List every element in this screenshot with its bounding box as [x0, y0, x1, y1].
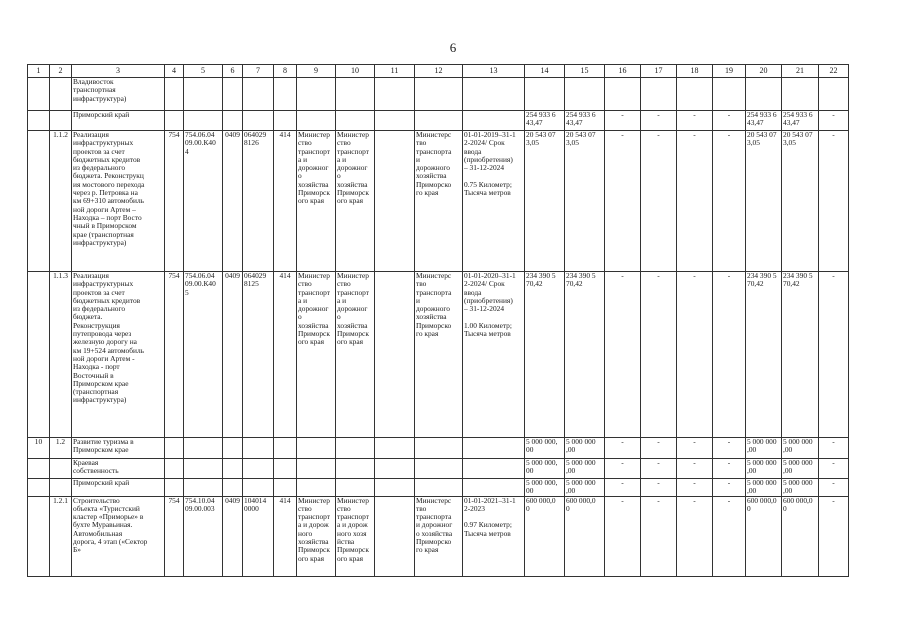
col-header: 16: [605, 65, 641, 78]
col-header: 21: [782, 65, 819, 78]
col-header: 11: [375, 65, 415, 78]
table-cell-col-22: -: [819, 438, 849, 459]
table-cell-col-1: [28, 496, 50, 576]
table-cell-col-16: -: [605, 459, 641, 479]
table-cell-col-4: 754: [165, 131, 184, 272]
table-cell-col-9: [297, 111, 336, 131]
table-cell-col-3: Строительство объекта «Туристский кластер «Приморье» в бухте Муравьиная. Автомобильная дорога, 4 этап («Сектор Б»: [72, 496, 165, 576]
table-cell-col-15: 600 000,0 0: [565, 496, 605, 576]
table-cell-col-22: -: [819, 131, 849, 272]
table-cell-col-20: 600 000,0 0: [746, 496, 782, 576]
table-cell-col-5: 754.06.04 09.00.К40 4: [184, 131, 223, 272]
table-cell-col-13: [463, 459, 525, 479]
table-cell-col-20: [746, 78, 782, 111]
table-cell-col-9: [297, 78, 336, 111]
table-cell-col-10: [336, 111, 375, 131]
table-cell-col-19: [713, 78, 746, 111]
table-cell-col-5: [184, 111, 223, 131]
table-cell-col-6: [223, 78, 243, 111]
table-cell-col-19: -: [713, 496, 746, 576]
table-cell-col-7: [243, 479, 274, 497]
table-cell-col-11: [375, 78, 415, 111]
table-cell-col-20: 5 000 000 ,00: [746, 438, 782, 459]
table-cell-col-12: [415, 479, 463, 497]
table-row: [28, 78, 849, 111]
table-cell-col-20: 254 933 6 43,47: [746, 111, 782, 131]
table-cell-col-6: [223, 479, 243, 497]
table-cell-col-6: [223, 459, 243, 479]
table-cell-col-12: Министерс тво транспорта и дорожног о хозяйства Приморско го края: [415, 496, 463, 576]
col-header: 7: [243, 65, 274, 78]
table-cell-col-12: [415, 438, 463, 459]
table-cell-col-12: Министерс тво транспорта и дорожного хозяйства Приморско го края: [415, 272, 463, 438]
table-cell-col-18: -: [677, 111, 713, 131]
table-cell-col-19: -: [713, 272, 746, 438]
table-cell-col-19: -: [713, 131, 746, 272]
table-cell-col-14: 5 000 000, 00: [525, 459, 565, 479]
table-cell-col-3: Краевая собственность: [72, 459, 165, 479]
col-header: 20: [746, 65, 782, 78]
table-cell-col-6: 0409: [223, 272, 243, 438]
table-cell-col-1: [28, 459, 50, 479]
table-cell-col-10: [336, 459, 375, 479]
table-cell-col-13: [463, 111, 525, 131]
table-cell-col-5: [184, 438, 223, 459]
table-cell-col-10: [336, 438, 375, 459]
table-row: [28, 111, 849, 131]
table-cell-col-22: -: [819, 496, 849, 576]
table-cell-col-15: 5 000 000 ,00: [565, 459, 605, 479]
table-cell-col-15: 254 933 6 43,47: [565, 111, 605, 131]
table-cell-col-6: [223, 438, 243, 459]
table-cell-col-8: [274, 479, 297, 497]
col-header: 8: [274, 65, 297, 78]
col-header: 19: [713, 65, 746, 78]
table-cell-col-20: 234 390 5 70,42: [746, 272, 782, 438]
table-cell-col-16: -: [605, 496, 641, 576]
table-cell-col-10: Министер ство транспорт а и дорожног о хозяйства Приморск ого края: [336, 131, 375, 272]
table-cell-col-20: 5 000 000 ,00: [746, 459, 782, 479]
table-cell-col-9: [297, 479, 336, 497]
table-cell-col-22: -: [819, 459, 849, 479]
table-cell-col-21: 5 000 000 ,00: [782, 438, 819, 459]
table-cell-col-2: 1.1.2: [50, 131, 72, 272]
table-row: [28, 459, 849, 479]
table-cell-col-9: Министер ство транспорт а и дорож ного хозяйства Приморск ого края: [297, 496, 336, 576]
table-cell-col-11: [375, 131, 415, 272]
table-cell-col-2: 1.2: [50, 438, 72, 459]
table-cell-col-7: [243, 438, 274, 459]
table-cell-col-5: [184, 459, 223, 479]
table-cell-col-14: 234 390 5 70,42: [525, 272, 565, 438]
table-cell-col-3: Реализация инфраструктурных проектов за счет бюджетных кредитов из федерального бюджета. Реконструкция путепровода через железную дорогу на км 19+524 автомобиль ной дороги Артем - Находка - порт Восточный в Приморском крае (транспортная инфраструктура): [72, 272, 165, 438]
table-cell-col-16: -: [605, 438, 641, 459]
col-header: 14: [525, 65, 565, 78]
table-cell-col-3: Развитие туризма в Приморском крае: [72, 438, 165, 459]
column-number-row: [28, 65, 849, 78]
table-cell-col-15: [565, 78, 605, 111]
table-cell-col-6: [223, 111, 243, 131]
table-cell-col-3: Приморский край: [72, 111, 165, 131]
table-cell-col-21: 600 000,0 0: [782, 496, 819, 576]
table-cell-col-10: [336, 78, 375, 111]
col-header: 22: [819, 65, 849, 78]
table-cell-col-8: 414: [274, 496, 297, 576]
table-cell-col-12: [415, 459, 463, 479]
table-cell-col-22: -: [819, 479, 849, 497]
table-cell-col-11: [375, 438, 415, 459]
table-cell-col-9: [297, 459, 336, 479]
table-cell-col-13: 01-01-2021–31-1 2-2023 0.97 Километр; Тысяча метров: [463, 496, 525, 576]
table-cell-col-21: 234 390 5 70,42: [782, 272, 819, 438]
table-cell-col-2: [50, 78, 72, 111]
table-cell-col-11: [375, 272, 415, 438]
table-cell-col-4: [165, 78, 184, 111]
table-cell-col-13: 01-01-2020–31-1 2-2024/ Срок ввода (приобретения) – 31-12-2024 1.00 Километр; Тысяча метров: [463, 272, 525, 438]
table-cell-col-21: 254 933 6 43,47: [782, 111, 819, 131]
table-cell-col-8: 414: [274, 272, 297, 438]
table-cell-col-20: 5 000 000 ,00: [746, 479, 782, 497]
table-cell-col-12: [415, 78, 463, 111]
table-cell-col-17: -: [641, 131, 677, 272]
table-cell-col-16: -: [605, 111, 641, 131]
table-cell-col-22: -: [819, 111, 849, 131]
table-cell-col-18: -: [677, 131, 713, 272]
table-cell-col-7: [243, 111, 274, 131]
table-cell-col-1: [28, 111, 50, 131]
table-cell-col-1: [28, 479, 50, 497]
table-cell-col-5: [184, 479, 223, 497]
table-cell-col-14: 600 000,0 0: [525, 496, 565, 576]
table-cell-col-4: [165, 459, 184, 479]
table-cell-col-6: 0409: [223, 131, 243, 272]
table-row: [28, 131, 849, 272]
table-cell-col-5: 754.06.04 09.00.К40 5: [184, 272, 223, 438]
table-cell-col-11: [375, 479, 415, 497]
col-header: 18: [677, 65, 713, 78]
page-number: 6: [449, 40, 457, 55]
col-header: 15: [565, 65, 605, 78]
table-cell-col-19: -: [713, 459, 746, 479]
table-cell-col-14: [525, 78, 565, 111]
table-cell-col-2: [50, 459, 72, 479]
table-cell-col-19: -: [713, 438, 746, 459]
table-cell-col-10: Министер ство транспорт а и дорож ного хозя йства Приморск ого края: [336, 496, 375, 576]
table-cell-col-17: -: [641, 272, 677, 438]
col-header: 10: [336, 65, 375, 78]
table-cell-col-4: [165, 111, 184, 131]
table-cell-col-13: [463, 479, 525, 497]
table-cell-col-13: [463, 438, 525, 459]
table-cell-col-18: -: [677, 459, 713, 479]
table-cell-col-8: [274, 111, 297, 131]
table-cell-col-21: 20 543 07 3,05: [782, 131, 819, 272]
col-header: 6: [223, 65, 243, 78]
table-cell-col-21: 5 000 000 ,00: [782, 479, 819, 497]
table-cell-col-17: -: [641, 438, 677, 459]
table-cell-col-15: 5 000 000 ,00: [565, 438, 605, 459]
col-header: 4: [165, 65, 184, 78]
table-cell-col-4: 754: [165, 272, 184, 438]
table-cell-col-9: Министер ство транспорт а и дорожног о хозяйства Приморск ого края: [297, 272, 336, 438]
table-cell-col-17: -: [641, 111, 677, 131]
table-cell-col-19: -: [713, 111, 746, 131]
table-cell-col-18: -: [677, 438, 713, 459]
table-cell-col-12: Министерс тво транспорта и дорожного хозяйства Приморско го края: [415, 131, 463, 272]
table-cell-col-5: [184, 78, 223, 111]
table-cell-col-18: [677, 78, 713, 111]
col-header: 2: [50, 65, 72, 78]
table-cell-col-14: 5 000 000, 00: [525, 438, 565, 459]
table-cell-col-16: -: [605, 272, 641, 438]
table-cell-col-2: [50, 479, 72, 497]
table-cell-col-1: [28, 78, 50, 111]
table-cell-col-16: -: [605, 479, 641, 497]
table-row: [28, 479, 849, 497]
table-cell-col-7: 064029 8125: [243, 272, 274, 438]
table-cell-col-19: -: [713, 479, 746, 497]
table-cell-col-18: -: [677, 479, 713, 497]
col-header: 1: [28, 65, 50, 78]
table-cell-col-2: 1.2.1: [50, 496, 72, 576]
col-header: 13: [463, 65, 525, 78]
table-cell-col-3: Владивосток транспортная инфраструктура): [72, 78, 165, 111]
table-cell-col-1: 10: [28, 438, 50, 459]
table-cell-col-18: -: [677, 272, 713, 438]
table-cell-col-21: 5 000 000 ,00: [782, 459, 819, 479]
table-cell-col-2: 1.1.3: [50, 272, 72, 438]
table-cell-col-13: [463, 78, 525, 111]
table-cell-col-16: [605, 78, 641, 111]
table-cell-col-14: 254 933 6 43,47: [525, 111, 565, 131]
budget-table: [27, 64, 849, 577]
table-row: [28, 496, 849, 576]
col-header: 12: [415, 65, 463, 78]
table-cell-col-15: 20 543 07 3,05: [565, 131, 605, 272]
table-cell-col-8: [274, 459, 297, 479]
table-cell-col-4: 754: [165, 496, 184, 576]
table-cell-col-16: -: [605, 131, 641, 272]
table-cell-col-8: [274, 78, 297, 111]
table-cell-col-22: -: [819, 272, 849, 438]
table-cell-col-17: -: [641, 459, 677, 479]
table-cell-col-11: [375, 459, 415, 479]
table-cell-col-5: 754.10.04 09.00.003: [184, 496, 223, 576]
table-cell-col-3: Реализация инфраструктурных проектов за счет бюджетных кредитов из федерального бюджета. Реконструкц ия мостового перехода через р. Петровка на км 69+310 автомобиль ной дороги Артем – Находка – порт Восто чный в Приморском крае (транспортная инфраструктура): [72, 131, 165, 272]
table-cell-col-14: 20 543 07 3,05: [525, 131, 565, 272]
table-cell-col-21: [782, 78, 819, 111]
table-cell-col-22: [819, 78, 849, 111]
table-cell-col-8: 414: [274, 131, 297, 272]
table-cell-col-10: Министер ство транспорт а и дорожног о хозяйства Приморск ого края: [336, 272, 375, 438]
table-cell-col-13: 01-01-2019–31-1 2-2024/ Срок ввода (приобретения) – 31-12-2024 0.75 Километр; Тысяча метров: [463, 131, 525, 272]
table-cell-col-17: -: [641, 479, 677, 497]
table-cell-col-17: [641, 78, 677, 111]
table-cell-col-8: [274, 438, 297, 459]
table-row: [28, 272, 849, 438]
table-cell-col-11: [375, 496, 415, 576]
table-cell-col-7: [243, 78, 274, 111]
table-cell-col-4: [165, 438, 184, 459]
table-cell-col-12: [415, 111, 463, 131]
table-cell-col-1: [28, 131, 50, 272]
col-header: 9: [297, 65, 336, 78]
table-cell-col-17: -: [641, 496, 677, 576]
table-cell-col-1: [28, 272, 50, 438]
table-cell-col-9: Министер ство транспорт а и дорожног о хозяйства Приморск ого края: [297, 131, 336, 272]
table-cell-col-14: 5 000 000, 00: [525, 479, 565, 497]
table-cell-col-3: Приморский край: [72, 479, 165, 497]
table-cell-col-10: [336, 479, 375, 497]
table-cell-col-15: 5 000 000 ,00: [565, 479, 605, 497]
table-cell-col-11: [375, 111, 415, 131]
table-cell-col-20: 20 543 07 3,05: [746, 131, 782, 272]
table-cell-col-7: [243, 459, 274, 479]
table-cell-col-7: 104014 0000: [243, 496, 274, 576]
table-cell-col-7: 064029 8126: [243, 131, 274, 272]
table-cell-col-6: 0409: [223, 496, 243, 576]
table-cell-col-9: [297, 438, 336, 459]
table-cell-col-2: [50, 111, 72, 131]
table-cell-col-18: -: [677, 496, 713, 576]
table-cell-col-15: 234 390 5 70,42: [565, 272, 605, 438]
col-header: 5: [184, 65, 223, 78]
col-header: 17: [641, 65, 677, 78]
col-header: 3: [72, 65, 165, 78]
table-cell-col-4: [165, 479, 184, 497]
table-row: [28, 438, 849, 459]
